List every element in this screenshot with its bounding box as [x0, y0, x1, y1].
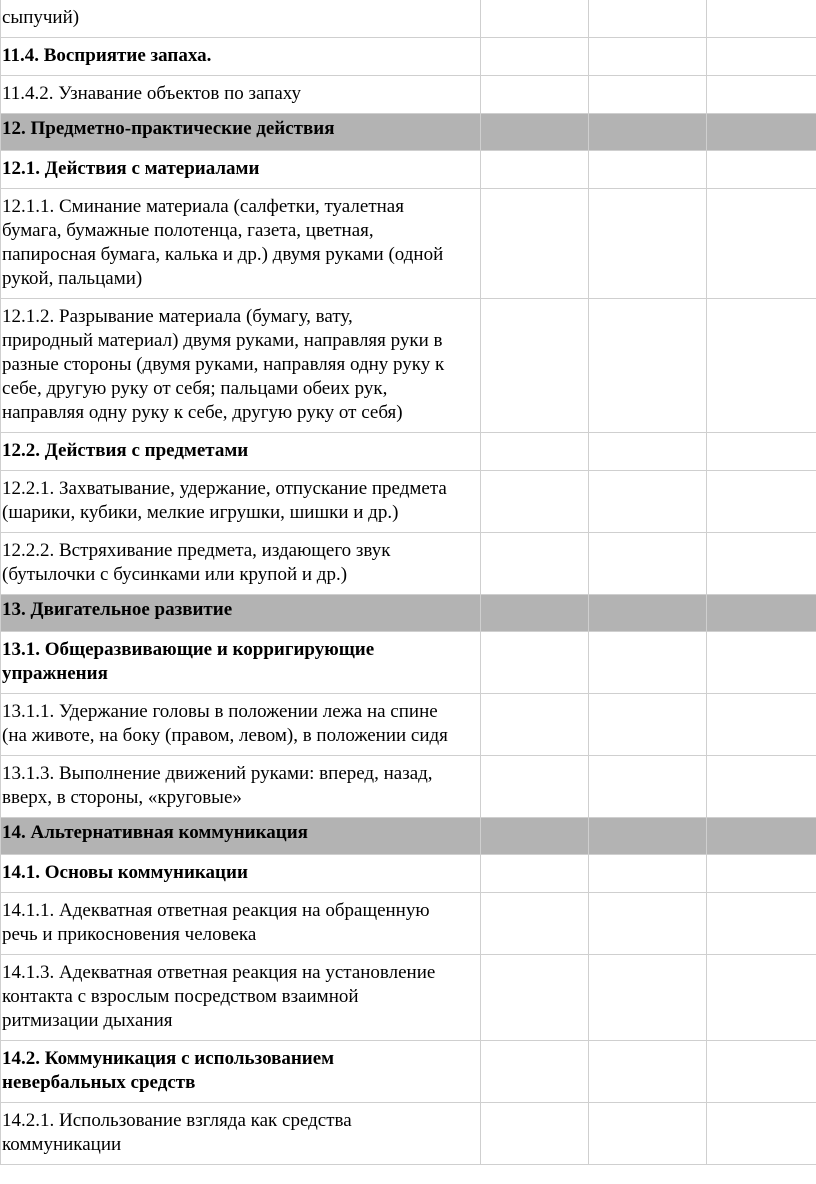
mark-cell-1[interactable]: [481, 893, 589, 955]
row-label-line: (бутылочки с бусинками или крупой и др.): [2, 564, 348, 585]
mark-cell-2[interactable]: [589, 76, 707, 114]
mark-cell-3[interactable]: [707, 595, 816, 632]
row-label-line: упражнения: [2, 663, 108, 684]
subsection-row: [1, 632, 816, 694]
row-label-line: 14.1.1. Адекватная ответная реакция на обращенную: [2, 900, 430, 921]
row-label-line: 14.2. Коммуникация с использованием: [2, 1048, 335, 1069]
row-label-line: 13.1.3. Выполнение движений руками: вперед, назад,: [2, 763, 433, 784]
row-label-line: контакта с взрослым посредством взаимной: [2, 986, 359, 1007]
mark-cell-3[interactable]: [707, 632, 816, 694]
mark-cell-2[interactable]: [589, 114, 707, 151]
mark-cell-3[interactable]: [707, 818, 816, 855]
row-label-cell: [1, 694, 481, 756]
row-label-line: 12.2. Действия с предметами: [2, 440, 249, 461]
row-label-line: 12.2.2. Встряхивание предмета, издающего звук: [2, 540, 391, 561]
table-row: [1, 1103, 816, 1165]
mark-cell-2[interactable]: [589, 595, 707, 632]
row-label-cell: [1, 151, 481, 189]
row-label-line: невербальных средств: [2, 1072, 196, 1093]
row-label-line: 14.2.1. Использование взгляда как средства: [2, 1110, 352, 1131]
row-label-cell: [1, 299, 481, 433]
mark-cell-1[interactable]: [481, 433, 589, 471]
row-label-cell: [1, 632, 481, 694]
mark-cell-1[interactable]: [481, 38, 589, 76]
row-label-cell: [1, 756, 481, 818]
mark-cell-2[interactable]: [589, 818, 707, 855]
row-label-cell: [1, 471, 481, 533]
mark-cell-1[interactable]: [481, 1041, 589, 1103]
table-row: [1, 299, 816, 433]
mark-cell-3[interactable]: [707, 1041, 816, 1103]
mark-cell-3[interactable]: [707, 533, 816, 595]
subsection-row: [1, 1041, 816, 1103]
table-row: [1, 189, 816, 299]
mark-cell-2[interactable]: [589, 471, 707, 533]
row-label-line: 14.1.3. Адекватная ответная реакция на установление: [2, 962, 436, 983]
section-row: [1, 595, 816, 632]
mark-cell-1[interactable]: [481, 114, 589, 151]
mark-cell-3[interactable]: [707, 694, 816, 756]
mark-cell-3[interactable]: [707, 151, 816, 189]
row-label-cell: [1, 855, 481, 893]
mark-cell-2[interactable]: [589, 533, 707, 595]
mark-cell-2[interactable]: [589, 151, 707, 189]
row-label-line: 14. Альтернативная коммуникация: [2, 822, 308, 843]
mark-cell-2[interactable]: [589, 855, 707, 893]
table-body: [1, 0, 816, 1165]
table-row: [1, 955, 816, 1041]
mark-cell-3[interactable]: [707, 893, 816, 955]
subsection-row: [1, 151, 816, 189]
mark-cell-3[interactable]: [707, 76, 816, 114]
row-label-line: 13. Двигательное развитие: [2, 599, 233, 620]
row-label-line: вверх, в стороны, «круговые»: [2, 787, 242, 808]
row-label-cell: [1, 114, 481, 151]
row-label-line: (шарики, кубики, мелкие игрушки, шишки и др.): [2, 502, 399, 523]
row-label-line: 12.1. Действия с материалами: [2, 158, 260, 179]
row-label-line: 11.4. Восприятие запаха.: [2, 45, 212, 66]
mark-cell-3[interactable]: [707, 756, 816, 818]
row-label-line: природный материал) двумя руками, направляя руки в: [2, 330, 443, 351]
row-label-line: коммуникации: [2, 1134, 122, 1155]
mark-cell-2[interactable]: [589, 433, 707, 471]
mark-cell-3[interactable]: [707, 955, 816, 1041]
row-label-line: папиросная бумага, калька и др.) двумя руками (одной: [2, 244, 444, 265]
mark-cell-1[interactable]: [481, 694, 589, 756]
table-row: [1, 694, 816, 756]
row-label-line: ритмизации дыхания: [2, 1010, 173, 1031]
mark-cell-3[interactable]: [707, 0, 816, 38]
table-row: [1, 471, 816, 533]
row-label-cell: [1, 893, 481, 955]
mark-cell-2[interactable]: [589, 1041, 707, 1103]
row-label-cell: [1, 189, 481, 299]
mark-cell-1[interactable]: [481, 1103, 589, 1165]
row-label-line: 13.1.1. Удержание головы в положении лежа на спине: [2, 701, 438, 722]
row-label-cell: [1, 1103, 481, 1165]
table-row: [1, 893, 816, 955]
table-row: [1, 76, 816, 114]
mark-cell-1[interactable]: [481, 76, 589, 114]
mark-cell-2[interactable]: [589, 756, 707, 818]
row-label-line: направляя одну руку к себе, другую руку от себя): [2, 402, 403, 423]
mark-cell-1[interactable]: [481, 756, 589, 818]
section-row: [1, 818, 816, 855]
table-row: [1, 0, 816, 38]
section-row: [1, 114, 816, 151]
row-label-line: 12.2.1. Захватывание, удержание, отпускание предмета: [2, 478, 447, 499]
mark-cell-2[interactable]: [589, 0, 707, 38]
row-label-line: 12.1.1. Сминание материала (салфетки, туалетная: [2, 196, 404, 217]
mark-cell-3[interactable]: [707, 114, 816, 151]
mark-cell-1[interactable]: [481, 299, 589, 433]
row-label-line: 11.4.2. Узнавание объектов по запаху: [2, 83, 302, 104]
row-label-line: бумага, бумажные полотенца, газета, цветная,: [2, 220, 374, 241]
mark-cell-3[interactable]: [707, 471, 816, 533]
row-label-line: речь и прикосновения человека: [2, 924, 257, 945]
row-label-line: 12.1.2. Разрывание материала (бумагу, вату,: [2, 306, 353, 327]
subsection-row: [1, 433, 816, 471]
row-label-cell: [1, 1041, 481, 1103]
mark-cell-2[interactable]: [589, 38, 707, 76]
table-row: [1, 533, 816, 595]
mark-cell-2[interactable]: [589, 893, 707, 955]
row-label-cell: [1, 0, 481, 38]
mark-cell-3[interactable]: [707, 433, 816, 471]
mark-cell-1[interactable]: [481, 818, 589, 855]
mark-cell-1[interactable]: [481, 533, 589, 595]
row-label-cell: [1, 818, 481, 855]
mark-cell-3[interactable]: [707, 189, 816, 299]
mark-cell-1[interactable]: [481, 471, 589, 533]
mark-cell-3[interactable]: [707, 855, 816, 893]
row-label-line: 14.1. Основы коммуникации: [2, 862, 248, 883]
row-label-line: (на животе, на боку (правом, левом), в положении сидя: [2, 725, 448, 746]
mark-cell-2[interactable]: [589, 299, 707, 433]
mark-cell-3[interactable]: [707, 299, 816, 433]
mark-cell-1[interactable]: [481, 955, 589, 1041]
row-label-cell: [1, 76, 481, 114]
table-row: [1, 756, 816, 818]
mark-cell-2[interactable]: [589, 632, 707, 694]
mark-cell-2[interactable]: [589, 1103, 707, 1165]
row-label-line: разные стороны (двумя руками, направляя одну руку к: [2, 354, 445, 375]
mark-cell-1[interactable]: [481, 0, 589, 38]
mark-cell-3[interactable]: [707, 38, 816, 76]
mark-cell-1[interactable]: [481, 189, 589, 299]
mark-cell-1[interactable]: [481, 151, 589, 189]
subsection-row: [1, 855, 816, 893]
subsection-row: [1, 38, 816, 76]
mark-cell-1[interactable]: [481, 595, 589, 632]
row-label-line: рукой, пальцами): [2, 268, 143, 289]
row-label-cell: [1, 533, 481, 595]
row-label-line: 12. Предметно-практические действия: [2, 118, 335, 139]
mark-cell-1[interactable]: [481, 632, 589, 694]
row-label-cell: [1, 595, 481, 632]
row-label-cell: [1, 433, 481, 471]
mark-cell-3[interactable]: [707, 1103, 816, 1165]
mark-cell-2[interactable]: [589, 694, 707, 756]
row-label-line: себе, другую руку от себя; пальцами обеих рук,: [2, 378, 388, 399]
row-label-line: 13.1. Общеразвивающие и корригирующие: [2, 639, 375, 660]
row-label-line: сыпучий): [2, 7, 80, 28]
mark-cell-1[interactable]: [481, 855, 589, 893]
mark-cell-2[interactable]: [589, 189, 707, 299]
row-label-cell: [1, 955, 481, 1041]
mark-cell-2[interactable]: [589, 955, 707, 1041]
row-label-cell: [1, 38, 481, 76]
